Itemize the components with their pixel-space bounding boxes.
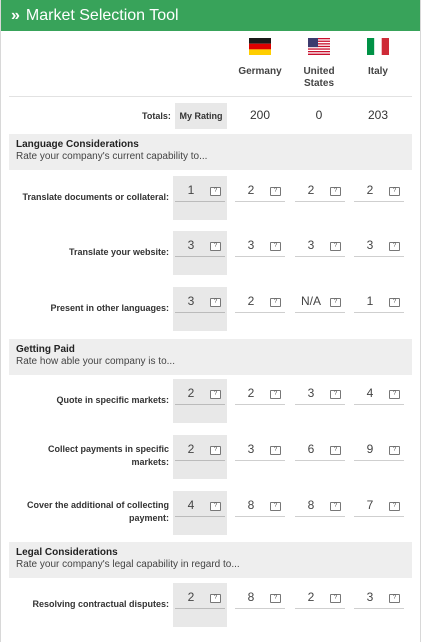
rating-row [1, 491, 421, 535]
rating-value[interactable]: 3 [366, 590, 374, 604]
total-germany: 200 [249, 108, 271, 122]
help-icon[interactable]: ? [210, 187, 221, 196]
rating-row [1, 231, 421, 275]
rating-value[interactable]: 2 [187, 386, 195, 400]
rating-value[interactable]: 2 [247, 183, 255, 197]
rating-value[interactable]: 7 [366, 498, 374, 512]
rating-row [1, 287, 421, 331]
country-name-line1: Germany [238, 66, 282, 77]
help-icon[interactable]: ? [389, 298, 400, 307]
country-united-states [289, 38, 349, 90]
rating-value[interactable]: 8 [247, 590, 255, 604]
country-rating-input[interactable] [295, 498, 345, 517]
country-rating-input[interactable] [354, 386, 404, 405]
country-rating-input[interactable] [295, 442, 345, 461]
country-rating-input[interactable] [295, 183, 345, 202]
help-icon[interactable]: ? [389, 187, 400, 196]
rating-value[interactable]: 3 [366, 238, 374, 252]
row-label: Quote in specific markets: [56, 395, 169, 405]
rating-value[interactable]: 1 [366, 294, 374, 308]
country-rating-input[interactable] [235, 590, 285, 609]
rating-value[interactable]: 2 [307, 183, 315, 197]
help-icon[interactable]: ? [330, 390, 341, 399]
help-icon[interactable]: ? [330, 187, 341, 196]
my-rating-input[interactable] [175, 498, 225, 517]
country-rating-input[interactable] [235, 183, 285, 202]
section-subtitle: Rate how able your company is to... [16, 356, 175, 367]
row-label: Present in other languages: [50, 303, 169, 313]
country-rating-input[interactable] [295, 294, 345, 313]
row-label: Translate your website: [68, 247, 169, 257]
rating-value[interactable]: 8 [247, 498, 255, 512]
help-icon[interactable]: ? [210, 446, 221, 455]
help-icon[interactable]: ? [270, 594, 281, 603]
country-rating-input[interactable] [354, 498, 404, 517]
rating-row [1, 583, 421, 627]
rating-value[interactable]: N/A [301, 294, 322, 308]
section-header [9, 339, 412, 375]
help-icon[interactable]: ? [389, 502, 400, 511]
country-name [348, 66, 408, 78]
my-rating-input[interactable] [175, 590, 225, 609]
help-icon[interactable]: ? [210, 390, 221, 399]
rating-value[interactable]: 3 [307, 238, 315, 252]
row-label: Collect payments in specific markets: [47, 444, 169, 467]
help-icon[interactable]: ? [270, 242, 281, 251]
row-label: Cover the additional of collecting payment: [26, 500, 169, 523]
double-chevron-right-icon: » [11, 6, 20, 24]
help-icon[interactable]: ? [210, 502, 221, 511]
country-name-line1: United [303, 66, 335, 77]
country-rating-input[interactable] [235, 498, 285, 517]
rating-row [1, 379, 421, 423]
my-rating-input[interactable] [175, 294, 225, 313]
section-subtitle: Rate your company's current capability to... [16, 151, 208, 162]
totals-label: Totals: [142, 111, 171, 121]
help-icon[interactable]: ? [330, 502, 341, 511]
country-rating-input[interactable] [295, 590, 345, 609]
section-title: Language Considerations [16, 139, 139, 150]
rating-value[interactable]: 3 [187, 238, 195, 252]
italy-flag-icon [367, 38, 389, 55]
my-rating-input[interactable] [175, 238, 225, 257]
help-icon[interactable]: ? [270, 298, 281, 307]
rating-value[interactable]: 2 [247, 386, 255, 400]
rating-value[interactable]: 3 [247, 442, 255, 456]
tool-title: Market Selection Tool [25, 6, 179, 24]
country-rating-input[interactable] [295, 386, 345, 405]
rating-value[interactable]: 6 [307, 442, 315, 456]
help-icon[interactable]: ? [270, 502, 281, 511]
help-icon[interactable]: ? [389, 242, 400, 251]
divider [9, 96, 412, 97]
section-header [9, 134, 412, 170]
country-rating-input[interactable] [235, 238, 285, 257]
section-header [9, 542, 412, 578]
rating-value[interactable]: 3 [307, 386, 315, 400]
country-rating-input[interactable] [295, 238, 345, 257]
country-rating-input[interactable] [235, 294, 285, 313]
rating-row [1, 435, 421, 479]
rating-value[interactable]: 8 [307, 498, 315, 512]
country-rating-input[interactable] [235, 442, 285, 461]
germany-flag-icon [249, 38, 271, 55]
country-rating-input[interactable] [354, 183, 404, 202]
section-title: Getting Paid [16, 344, 75, 355]
country-rating-input[interactable] [235, 386, 285, 405]
total-united-states: 0 [315, 108, 323, 122]
united-states-flag-icon [308, 38, 330, 55]
tool-header[interactable] [1, 0, 420, 31]
my-rating-input[interactable] [175, 442, 225, 461]
rating-value[interactable]: 9 [366, 442, 374, 456]
total-italy: 203 [367, 108, 389, 122]
help-icon[interactable]: ? [210, 594, 221, 603]
help-icon[interactable]: ? [389, 390, 400, 399]
rating-value[interactable]: 1 [187, 183, 195, 197]
help-icon[interactable]: ? [210, 298, 221, 307]
totals-row [1, 103, 421, 129]
rating-value[interactable]: 2 [307, 590, 315, 604]
help-icon[interactable]: ? [330, 242, 341, 251]
row-label: Resolving contractual disputes: [32, 599, 169, 609]
country-rating-input[interactable] [354, 238, 404, 257]
rating-value[interactable]: 2 [187, 442, 195, 456]
country-name [289, 66, 349, 90]
row-label: Translate documents or collateral: [22, 192, 169, 202]
rating-value[interactable]: 2 [247, 294, 255, 308]
country-name [230, 66, 290, 78]
section-subtitle: Rate your company's legal capability in regard to... [16, 559, 240, 570]
help-icon[interactable]: ? [270, 446, 281, 455]
rating-value[interactable]: 2 [366, 183, 374, 197]
section-title: Legal Considerations [16, 547, 118, 558]
rating-value[interactable]: 3 [187, 294, 195, 308]
help-icon[interactable]: ? [210, 242, 221, 251]
help-icon[interactable]: ? [270, 390, 281, 399]
country-name-line1: Italy [367, 66, 388, 77]
country-rating-input[interactable] [354, 294, 404, 313]
rating-value[interactable]: 4 [366, 386, 374, 400]
country-rating-input[interactable] [354, 442, 404, 461]
country-header [1, 38, 421, 90]
rating-value[interactable]: 4 [187, 498, 195, 512]
my-rating-input[interactable] [175, 183, 225, 202]
rating-value[interactable]: 2 [187, 590, 195, 604]
help-icon[interactable]: ? [270, 187, 281, 196]
rating-row [1, 176, 421, 220]
my-rating-input[interactable] [175, 386, 225, 405]
my-rating-header: My Rating [175, 103, 227, 129]
help-icon[interactable]: ? [330, 298, 341, 307]
help-icon[interactable]: ? [389, 594, 400, 603]
help-icon[interactable]: ? [389, 446, 400, 455]
country-germany [230, 38, 290, 78]
help-icon[interactable]: ? [330, 594, 341, 603]
country-rating-input[interactable] [354, 590, 404, 609]
help-icon[interactable]: ? [330, 446, 341, 455]
rating-value[interactable]: 3 [247, 238, 255, 252]
country-italy [348, 38, 408, 78]
country-name-line2: States [303, 78, 334, 89]
